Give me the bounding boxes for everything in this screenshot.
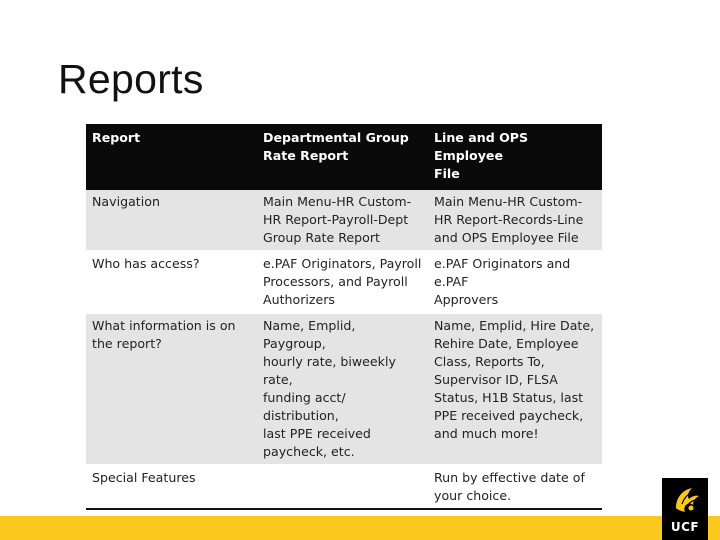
table-row (86, 313, 602, 465)
cell-access-employee-file: e.PAF Originators and e.PAF Approvers (428, 251, 602, 313)
cell-navigation-employee-file: Main Menu-HR Custom- HR Report-Records-Line and OPS Employee File (428, 190, 602, 251)
cell-features-group-rate (257, 465, 428, 509)
ucf-logo (662, 478, 708, 540)
header-line-and-ops-employee-file: Line and OPS Employee File (428, 124, 602, 190)
pegasus-icon (662, 478, 708, 520)
row-label-who-has-access: Who has access? (86, 251, 257, 313)
cell-access-group-rate: e.PAF Originators, Payroll Processors, and Payroll Authorizers (257, 251, 428, 313)
reports-table (86, 124, 602, 510)
row-label-what-information: What information is on the report? (86, 313, 257, 465)
table-row (86, 251, 602, 313)
table-row (86, 465, 602, 509)
header-departmental-group-rate-report: Departmental Group Rate Report (257, 124, 428, 190)
row-label-navigation: Navigation (86, 190, 257, 251)
row-label-special-features: Special Features (86, 465, 257, 509)
cell-features-employee-file: Run by effective date of your choice. (428, 465, 602, 509)
header-report: Report (86, 124, 257, 190)
cell-info-group-rate: Name, Emplid, Paygroup, hourly rate, biweekly rate, funding acct/ distribution, last PPE received paycheck, etc. (257, 313, 428, 465)
cell-navigation-group-rate: Main Menu-HR Custom- HR Report-Payroll-Dept Group Rate Report (257, 190, 428, 251)
table-row (86, 190, 602, 251)
ucf-logo-text: UCF (670, 520, 700, 534)
gold-footer-bar (0, 516, 720, 540)
slide-title: Reports (58, 56, 204, 102)
cell-info-employee-file: Name, Emplid, Hire Date, Rehire Date, Employee Class, Reports To, Supervisor ID, FLSA Status, H1B Status, last PPE received paycheck, and much more! (428, 313, 602, 465)
table-header-row (86, 124, 602, 190)
